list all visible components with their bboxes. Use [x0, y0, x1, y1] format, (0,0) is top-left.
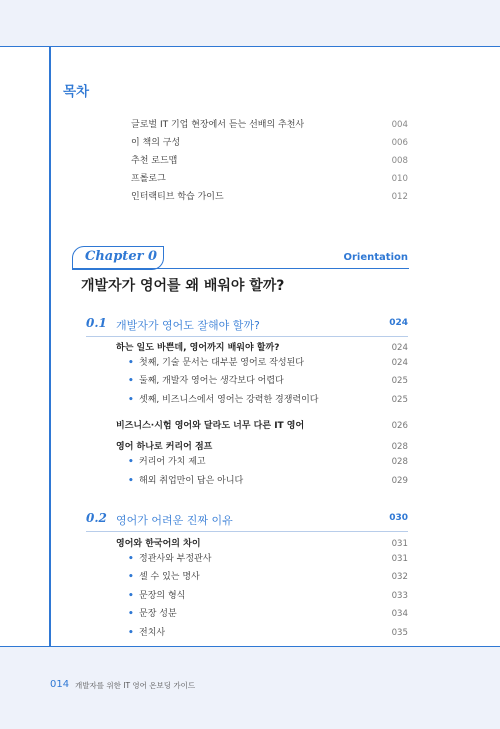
- toc-entry-title: 글로벌 IT 기업 현장에서 듣는 선배의 추천사: [131, 120, 305, 130]
- toc-item[interactable]: [128, 356, 408, 370]
- toc-entry-page: 012: [391, 192, 408, 202]
- header-rule: [0, 46, 500, 47]
- item-page: 033: [391, 591, 408, 601]
- toc-entry-page: 010: [391, 174, 408, 184]
- margin-rule: [49, 47, 51, 646]
- bullet-icon: •: [128, 395, 134, 405]
- section-title: 개발자가 영어도 잘해야 할까?: [116, 319, 260, 332]
- chapter-rule: [72, 268, 409, 269]
- toc-item[interactable]: [128, 474, 408, 488]
- subheading-page: 024: [391, 343, 408, 353]
- item-page: 031: [391, 554, 408, 564]
- bullet-icon: •: [128, 572, 134, 582]
- toc-entry-page: 004: [391, 120, 408, 130]
- section-rule: [86, 336, 408, 337]
- item-title: 정관사와 부정관사: [139, 554, 212, 564]
- toc-item[interactable]: [128, 570, 408, 584]
- toc-entry[interactable]: [131, 154, 408, 168]
- section-heading[interactable]: [86, 510, 408, 532]
- toc-title: 목차: [63, 84, 90, 100]
- toc-entry-title: 인터랙티브 학습 가이드: [131, 192, 224, 202]
- toc-entry-title: 이 책의 구성: [131, 138, 181, 148]
- toc-entry-title: 추천 로드맵: [131, 156, 178, 166]
- toc-item[interactable]: [128, 393, 408, 407]
- item-title: 해외 취업만이 답은 아니다: [139, 476, 244, 486]
- item-page: 025: [391, 376, 408, 386]
- chapter-title[interactable]: 개발자가 영어를 왜 배워야 할까?: [81, 278, 285, 294]
- item-title: 전치사: [139, 628, 166, 638]
- header-band: [0, 0, 500, 46]
- item-page: 025: [391, 395, 408, 405]
- toc-item[interactable]: [128, 607, 408, 621]
- toc-subheading[interactable]: [116, 440, 408, 454]
- section-number: 0.2: [86, 511, 107, 525]
- page-number: 014: [50, 679, 70, 690]
- bullet-icon: •: [128, 591, 134, 601]
- toc-item[interactable]: [128, 589, 408, 603]
- item-title: 문장의 형식: [139, 591, 186, 601]
- bullet-icon: •: [128, 554, 134, 564]
- chapter-label: Chapter 0: [85, 249, 158, 264]
- section-page: 024: [389, 318, 408, 328]
- toc-entry[interactable]: [131, 118, 408, 132]
- bullet-icon: •: [128, 628, 134, 638]
- subheading-page: 026: [391, 421, 408, 431]
- bullet-icon: •: [128, 609, 134, 619]
- item-title: 셋째, 비즈니스에서 영어는 강력한 경쟁력이다: [139, 395, 319, 405]
- toc-entry[interactable]: [131, 136, 408, 150]
- toc-item[interactable]: [128, 374, 408, 388]
- item-page: 032: [391, 572, 408, 582]
- section-heading[interactable]: [86, 315, 408, 337]
- toc-item[interactable]: [128, 552, 408, 566]
- bullet-icon: •: [128, 358, 134, 368]
- subheading-page: 031: [391, 539, 408, 549]
- toc-subheading[interactable]: [116, 419, 408, 433]
- item-title: 첫째, 기술 문서는 대부분 영어로 작성된다: [139, 358, 304, 368]
- book-title: 개발자를 위한 IT 영어 온보딩 가이드: [75, 681, 196, 690]
- bullet-icon: •: [128, 476, 134, 486]
- section-rule: [86, 531, 408, 532]
- subheading-title: 비즈니스·시험 영어와 달라도 너무 다른 IT 영어: [116, 421, 305, 431]
- subheading-title: 하는 일도 바쁜데, 영어까지 배워야 할까?: [116, 343, 280, 353]
- item-title: 둘째, 개발자 영어는 생각보다 어렵다: [139, 376, 284, 386]
- item-page: 034: [391, 609, 408, 619]
- toc-subheading[interactable]: [116, 341, 408, 355]
- item-title: 커리어 가치 제고: [139, 457, 206, 467]
- subheading-title: 영어와 한국어의 차이: [116, 539, 201, 549]
- item-title: 셀 수 있는 명사: [139, 572, 200, 582]
- bullet-icon: •: [128, 457, 134, 467]
- item-page: 028: [391, 457, 408, 467]
- toc-entry[interactable]: [131, 172, 408, 186]
- subheading-title: 영어 하나로 커리어 점프: [116, 442, 213, 452]
- toc-subheading[interactable]: [116, 537, 408, 551]
- section-title: 영어가 어려운 진짜 이유: [116, 514, 233, 527]
- item-page: 035: [391, 628, 408, 638]
- chapter-tag: Orientation: [343, 252, 408, 263]
- toc-entry-page: 006: [391, 138, 408, 148]
- item-page: 024: [391, 358, 408, 368]
- item-page: 029: [391, 476, 408, 486]
- section-page: 030: [389, 513, 408, 523]
- toc-entry-page: 008: [391, 156, 408, 166]
- bullet-icon: •: [128, 376, 134, 386]
- section-number: 0.1: [86, 316, 107, 330]
- toc-entry[interactable]: [131, 190, 408, 204]
- toc-item[interactable]: [128, 455, 408, 469]
- toc-item[interactable]: [128, 626, 408, 640]
- item-title: 문장 성분: [139, 609, 177, 619]
- toc-entry-title: 프롤로그: [131, 174, 166, 184]
- subheading-page: 028: [391, 442, 408, 452]
